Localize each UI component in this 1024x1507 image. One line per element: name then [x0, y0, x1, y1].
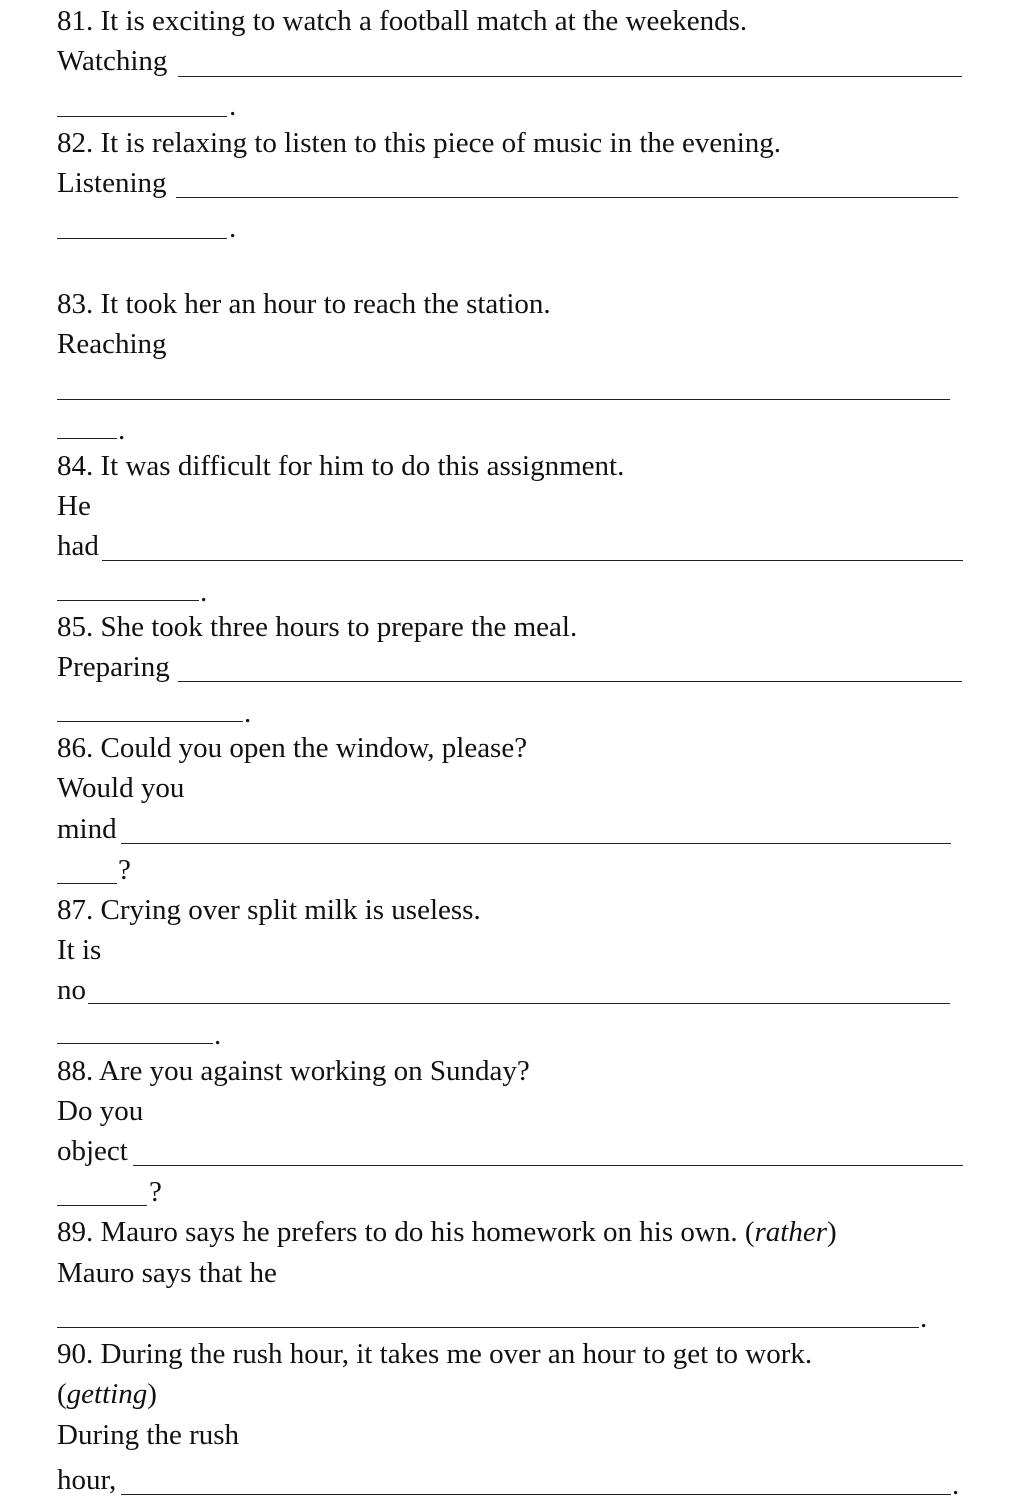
question-85: 85. She took three hours to prepare the meal. [57, 611, 578, 643]
ending-88: ? [149, 1176, 162, 1208]
question-83: 83. It took her an hour to reach the station. [57, 288, 551, 320]
question-86: 86. Could you open the window, please? [57, 732, 528, 764]
ending-87: . [214, 1019, 222, 1051]
answer-stem-87-line1: It is [57, 934, 102, 966]
answer-stem-86-line2: mind [57, 813, 117, 845]
answer-line-88[interactable] [133, 1165, 963, 1166]
answer-line-81-cont[interactable] [57, 116, 227, 117]
answer-stem-88-line1: Do you [57, 1095, 144, 1127]
answer-stem-87-line2: no [57, 974, 86, 1006]
answer-line-83-cont[interactable] [57, 438, 117, 439]
answer-line-84[interactable] [102, 560, 963, 561]
answer-line-84-cont[interactable] [57, 600, 199, 601]
question-90: 90. During the rush hour, it takes me over an hour to get to work. [57, 1338, 813, 1370]
ending-81: . [229, 90, 237, 122]
answer-line-82-cont[interactable] [57, 238, 227, 239]
question-81: 81. It is exciting to watch a football match at the weekends. [57, 5, 748, 37]
answer-stem-85: Preparing [57, 651, 170, 683]
ending-86: ? [118, 854, 131, 886]
answer-line-86[interactable] [121, 843, 951, 844]
question-84: 84. It was difficult for him to do this assignment. [57, 450, 625, 482]
ending-89: . [920, 1302, 928, 1334]
ending-84: . [200, 576, 208, 608]
answer-stem-88-line2: object [57, 1135, 128, 1167]
keyword-90-word: getting [66, 1378, 148, 1410]
answer-line-81[interactable] [178, 76, 962, 77]
answer-stem-82: Listening [57, 167, 167, 199]
answer-line-85[interactable] [178, 681, 962, 682]
question-88: 88. Are you against working on Sunday? [57, 1055, 530, 1087]
answer-stem-81: Watching [57, 45, 168, 77]
keyword-90 [57, 1380, 157, 1409]
answer-stem-90-line1: During the rush [57, 1419, 240, 1451]
answer-line-90[interactable] [121, 1494, 951, 1495]
answer-stem-84-line2: had [57, 530, 99, 562]
answer-stem-83: Reaching [57, 328, 167, 360]
answer-stem-84-line1: He [57, 490, 91, 522]
answer-line-86-cont[interactable] [57, 883, 117, 884]
answer-line-87-cont[interactable] [57, 1043, 213, 1044]
ending-83: . [118, 414, 126, 446]
ending-85: . [244, 697, 252, 729]
question-89-close: ) [827, 1216, 837, 1248]
question-82: 82. It is relaxing to listen to this piece of music in the evening. [57, 127, 782, 159]
answer-stem-86-line1: Would you [57, 772, 185, 804]
answer-line-87[interactable] [88, 1003, 950, 1004]
answer-line-88-cont[interactable] [57, 1205, 147, 1206]
answer-line-83[interactable] [57, 399, 950, 400]
question-87: 87. Crying over split milk is useless. [57, 894, 481, 926]
question-89-text: 89. Mauro says he prefers to do his homework on his own. ( [57, 1216, 755, 1248]
answer-line-82[interactable] [176, 197, 958, 198]
answer-line-85-cont[interactable] [57, 721, 243, 722]
ending-90: . [952, 1469, 960, 1501]
answer-stem-89: Mauro says that he [57, 1257, 277, 1289]
answer-line-89[interactable] [57, 1327, 919, 1328]
question-89 [57, 1218, 837, 1247]
answer-stem-90-line2: hour, [57, 1464, 117, 1496]
keyword-89: rather [754, 1216, 828, 1248]
keyword-90-open: ( [57, 1378, 67, 1410]
ending-82: . [229, 212, 237, 244]
keyword-90-close: ) [147, 1378, 157, 1410]
